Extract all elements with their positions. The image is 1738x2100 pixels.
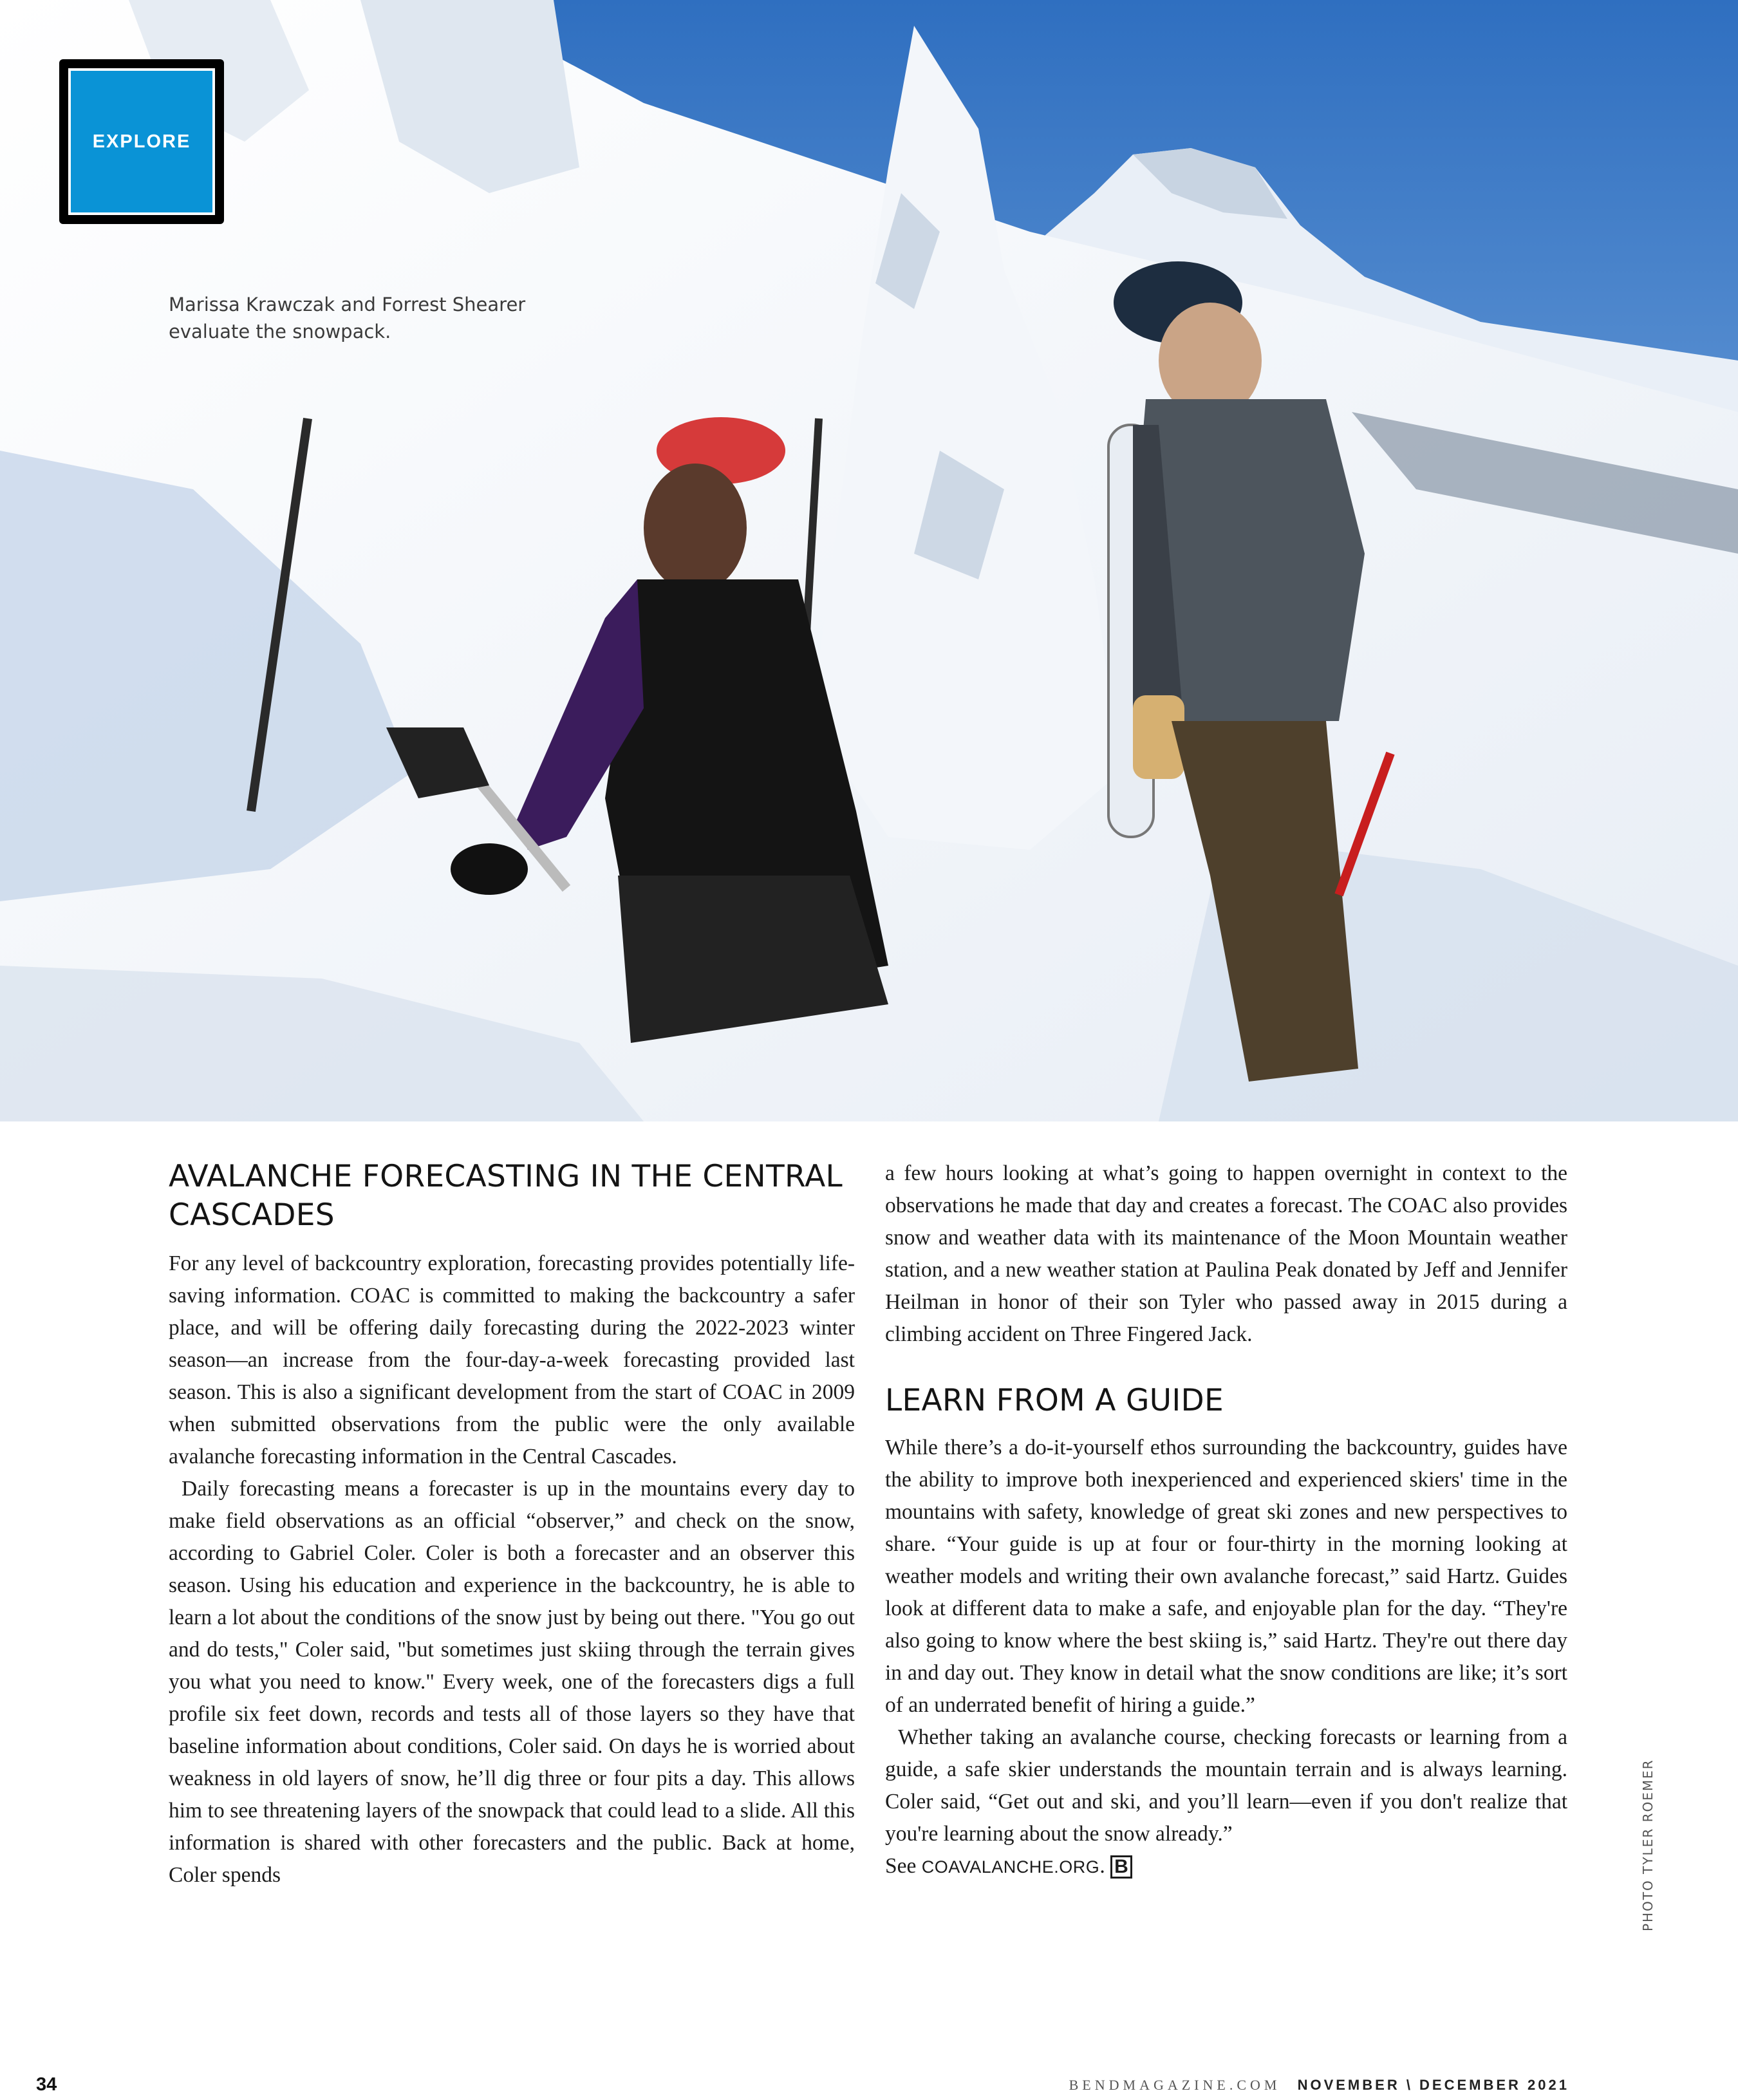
article-column-left: [169, 1158, 855, 1891]
article-paragraph: For any level of backcountry exploration, forecasting provides potentially life-saving information. COAC is committed to making the backcountry a safer place, and will be offering daily forecasting during the 2022-2023 winter season—an increase from the four-day-a-week forecasting provided last season. This is also a significant development from the start of COAC in 2009 when submitted observations from the public were the only available avalanche forecasting information in the Central Cascades.: [169, 1252, 855, 1468]
page-footer: [1069, 2077, 1569, 2094]
footer-issue: NOVEMBER \ DECEMBER 2021: [1297, 2077, 1569, 2093]
section-tag: [59, 59, 224, 224]
website-link[interactable]: COAVALANCHE.ORG: [921, 1857, 1100, 1877]
photo-credit: PHOTO TYLER ROEMER: [1640, 1759, 1656, 1931]
footer-site: BENDMAGAZINE.COM: [1069, 2077, 1281, 2093]
article-paragraph: a few hours looking at what’s going to happen overnight in context to the observations he made that day and creates a forecast. The COAC also provides snow and weather data with its maintenance of the Moon Mountain weather station, and a new weather station at Paulina Peak donated by Jeff and Jennifer Heilman in honor of their son Tyler who passed away in 2015 during a climbing accident on Three Fingered Jack.: [885, 1161, 1567, 1346]
see-suffix: .: [1099, 1854, 1111, 1878]
see-also-line: [885, 1850, 1567, 1883]
article-paragraph: Whether taking an avalanche course, checking forecasts or learning from a guide, a safe skier understands the mountain terrain and is always learning. Coler said, “Get out and ski, and you’ll learn—even if you don't realize that you're learning about the snow already.”: [885, 1725, 1567, 1846]
end-mark-icon: B: [1110, 1855, 1132, 1879]
article-paragraph: While there’s a do-it-yourself ethos surrounding the backcountry, guides have the ability to improve both inexperienced and experienced skiers' time in the mountains with safety, knowledge of great ski zones and new perspectives to share. “Your guide is up at four or four-thirty in the morning looking at weather models and writing their own avalanche forecast,” said Hartz. Guides look at different data to make a safe, and enjoyable plan for the day. “They're also going to know where the best skiing is,” said Hartz. They're out there day in and day out. They know in detail what the snow conditions are like; it’s sort of an underrated benefit of hiring a guide.”: [885, 1436, 1567, 1717]
page-number: 34: [36, 2074, 57, 2095]
section-heading-forecasting: AVALANCHE FORECASTING IN THE CENTRAL CASCADES: [169, 1159, 843, 1233]
section-heading-guide: LEARN FROM A GUIDE: [885, 1383, 1224, 1418]
article-paragraph: Daily forecasting means a forecaster is up in the mountains every day to make field observations as an official “observer,” and check on the snow, according to Gabriel Coler. Coler is both a forecaster and an observer this season. Using his education and experience in the backcountry, he is able to learn a lot about the conditions of the snow just by being out there. "You go out and do tests," Coler said, "but sometimes just skiing through the terrain gives you what you need to know." Every week, one of the forecasters digs a full profile six feet down, records and tests all of those layers so they have that baseline information about conditions, Coler said. On days he is worried about weakness in old layers of snow, he’ll dig three or four pits a day. This allows him to see threatening layers of the snowpack that could lead to a slide. All this information is shared with other forecasters and the public. Back at home, Coler spends: [169, 1477, 855, 1887]
photo-caption: Marissa Krawczak and Forrest Shearer evaluate the snowpack.: [169, 294, 526, 342]
section-tag-inner: [68, 68, 215, 215]
section-tag-label: EXPLORE: [92, 131, 191, 152]
article-column-right: [885, 1158, 1567, 1883]
see-prefix: See: [885, 1854, 922, 1878]
